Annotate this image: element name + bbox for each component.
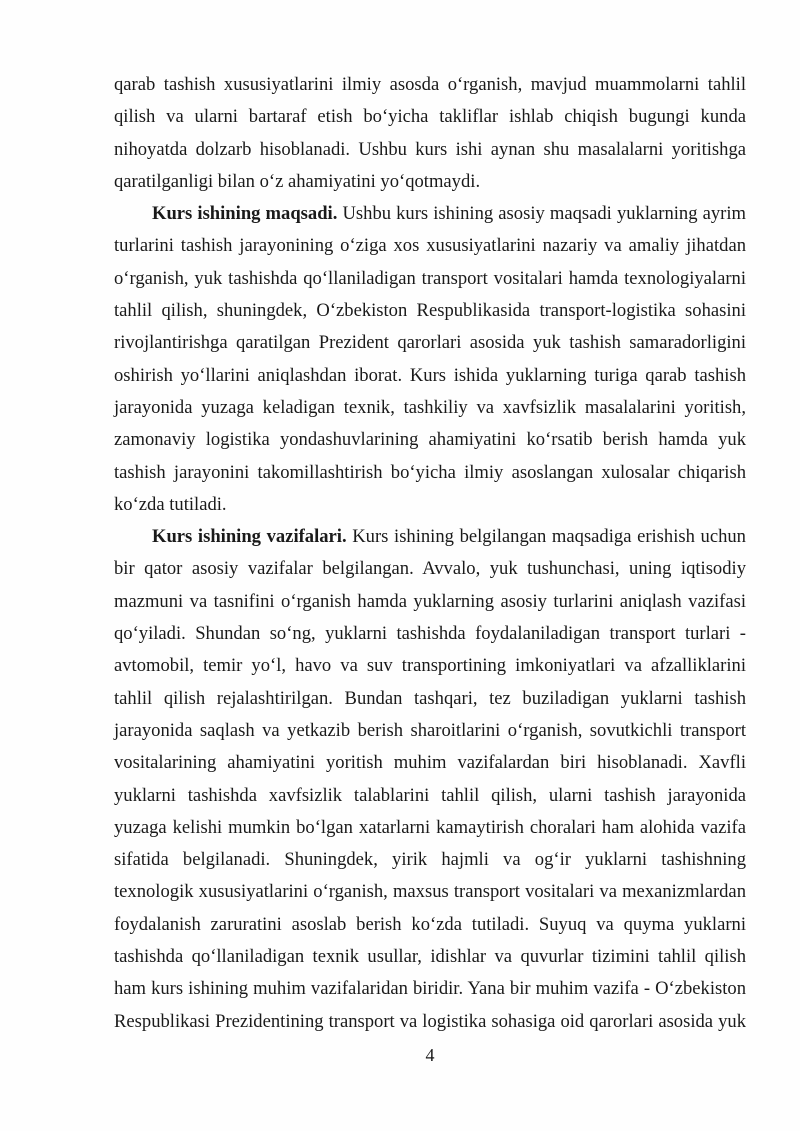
text-line — [114, 521, 746, 553]
paragraph-maqsadi — [114, 198, 746, 521]
text-line: texnologik xususiyatlarini o‘rganish, maxsus transport vositalari va mexanizmlardan — [114, 881, 746, 903]
text-line: tahlil qilish, shuningdek, O‘zbekiston Respublikasida transport-logistika sohasini — [114, 300, 746, 322]
text-line: yuzaga kelishi mumkin bo‘lgan xatarlarni kamaytirish choralari ham alohida vazifa — [114, 816, 746, 838]
text-line: vositalarining ahamiyatini yoritish muhim vazifalardan biri hisoblanadi. Xavfli — [114, 752, 746, 774]
text-line: foydalanish zaruratini asoslab berish ko‘zda tutiladi. Suyuq va quyma yuklarni — [114, 913, 746, 935]
text-line: rivojlantirishga qaratilgan Prezident qarorlari asosida yuk tashish samaradorligini — [114, 332, 746, 354]
text-line: tahlil qilish rejalashtirilgan. Bundan tashqari, tez buziladigan yuklarni tashish — [114, 687, 746, 709]
text-line: qo‘yiladi. Shundan so‘ng, yuklarni tashishda foydalaniladigan transport turlari - — [114, 623, 746, 645]
text-line: qaratilganligi bilan o‘z ahamiyatini yo‘qotmaydi. — [114, 170, 481, 192]
body-text — [114, 69, 746, 1038]
text-line: mazmuni va tasnifini o‘rganish hamda yuklarning asosiy turlarini aniqlash vazifasi — [114, 590, 746, 612]
text-run: Ushbu kurs ishining asosiy maqsadi yuklarning ayrim — [337, 203, 746, 225]
text-line: yuklarni tashishda xavfsizlik talablarini tahlil qilish, ularni tashish jarayonida — [114, 784, 746, 806]
text-line: bir qator asosiy vazifalar belgilangan. Avvalo, yuk tushunchasi, uning iqtisodiy — [114, 558, 746, 580]
run-in-heading: Kurs ishining maqsadi. — [152, 203, 338, 225]
text-line: sifatida belgilanadi. Shuningdek, yirik hajmli va og‘ir yuklarni tashishning — [114, 849, 746, 871]
text-line: avtomobil, temir yo‘l, havo va suv transportining imkoniyatlari va afzalliklarini — [114, 655, 746, 677]
text-line: jarayonida yuzaga keladigan texnik, tashkiliy va xavfsizlik masalalarini yoritish, — [114, 396, 746, 418]
paragraph-vazifalari — [114, 521, 746, 1038]
text-line: ham kurs ishining muhim vazifalaridan biridir. Yana bir muhim vazifa - O‘zbekiston — [114, 978, 746, 1000]
text-run: Kurs ishining belgilangan maqsadiga erishish uchun — [346, 526, 746, 548]
text-line: tashish jarayonini takomillashtirish bo‘yicha ilmiy asoslangan xulosalar chiqarish — [114, 461, 746, 483]
text-line: ko‘zda tutiladi. — [114, 493, 227, 515]
text-line: jarayonida saqlash va yetkazib berish sharoitlarini o‘rganish, sovutkichli transport — [114, 719, 746, 741]
text-line: oshirish yo‘llarini aniqlashdan iborat. Kurs ishida yuklarning turiga qarab tashish — [114, 364, 746, 386]
text-line: qilish va ularni bartaraf etish bo‘yicha takliflar ishlab chiqish bugungi kunda — [114, 106, 746, 128]
text-line: qarab tashish xususiyatlarini ilmiy asosda o‘rganish, mavjud muammolarni tahlil — [114, 74, 746, 95]
page-number: 4 — [425, 1045, 435, 1065]
text-line: o‘rganish, yuk tashishda qo‘llaniladigan transport vositalari hamda texnologiyalarni — [114, 267, 746, 289]
run-in-heading: Kurs ishining vazifalari. — [152, 526, 347, 548]
text-line: tashishda qo‘llaniladigan texnik usullar, idishlar va quvurlar tizimini tahlil qilish — [114, 946, 746, 968]
text-line: zamonaviy logistika yondashuvlarining ahamiyatini ko‘rsatib berish hamda yuk — [114, 429, 746, 451]
text-line: Respublikasi Prezidentining transport va logistika sohasiga oid qarorlari asosida yuk — [114, 1010, 746, 1032]
page-footer — [114, 1044, 746, 1066]
text-line: turlarini tashish jarayonining o‘ziga xos xususiyatlarini nazariy va amaliy jihatdan — [114, 235, 746, 257]
paragraph-continuation — [114, 69, 746, 198]
text-line: nihoyatda dolzarb hisoblanadi. Ushbu kurs ishi aynan shu masalalarni yoritishga — [114, 138, 746, 160]
text-line — [114, 198, 746, 230]
